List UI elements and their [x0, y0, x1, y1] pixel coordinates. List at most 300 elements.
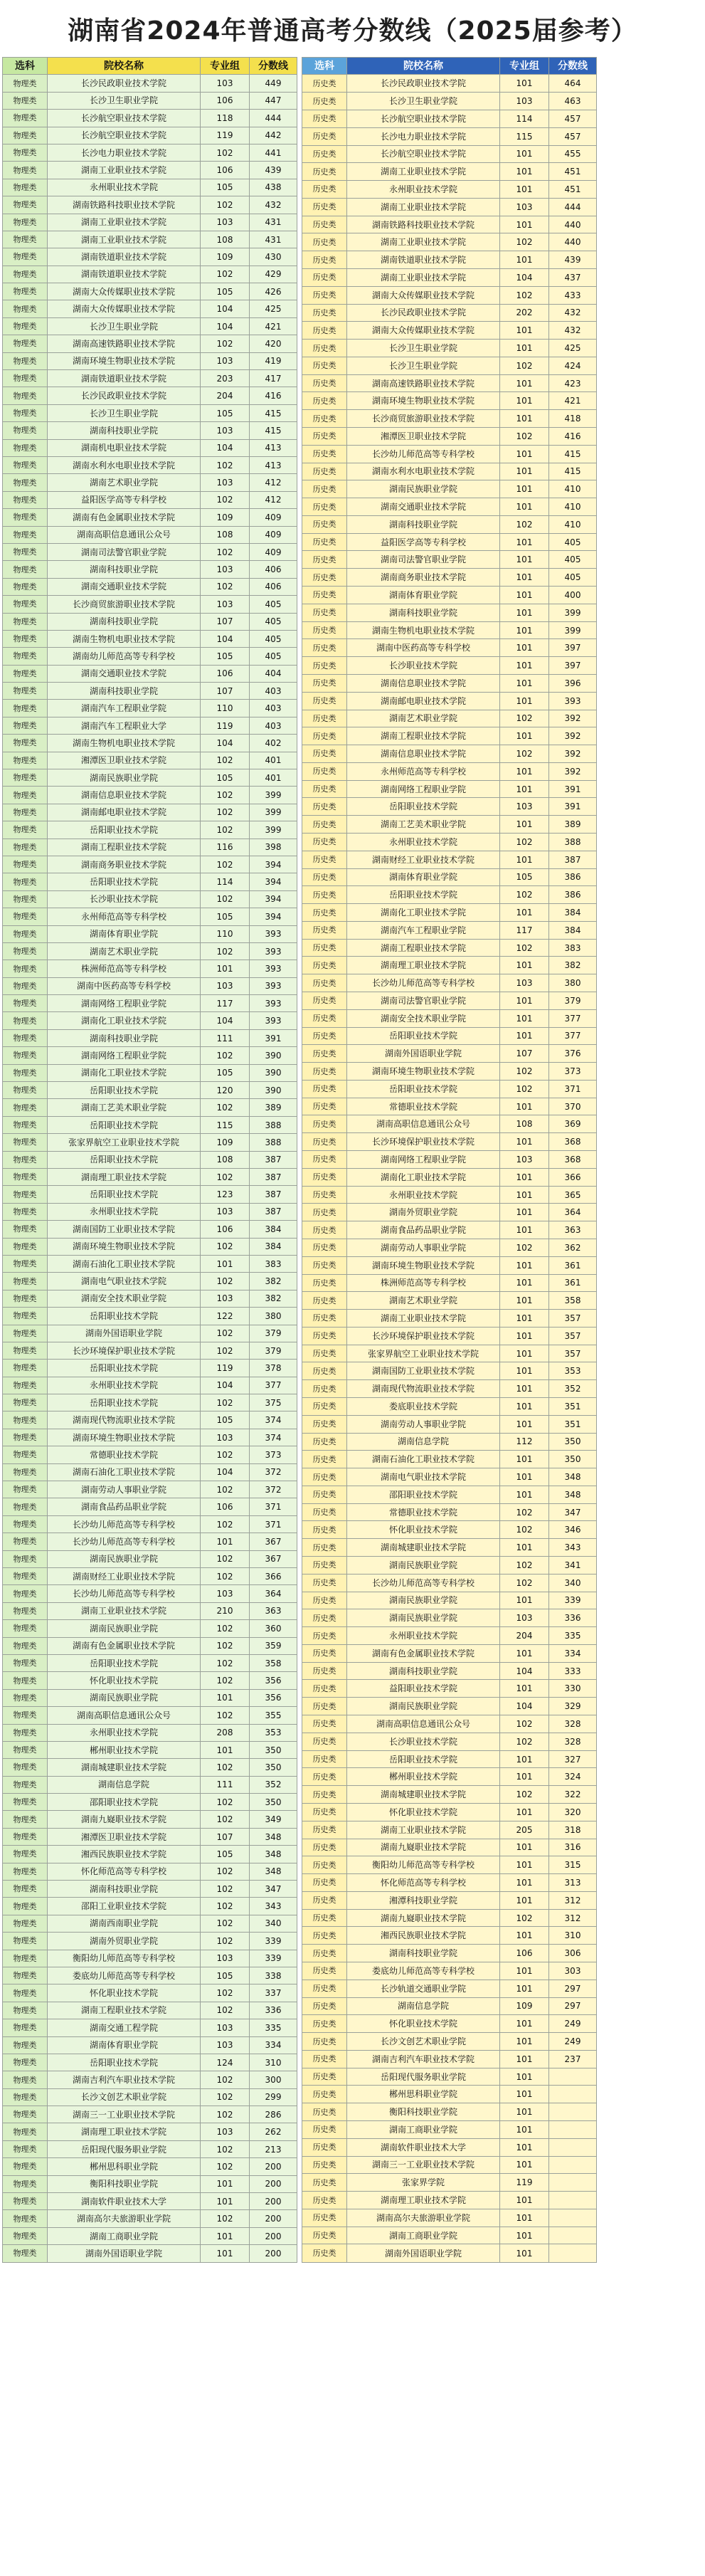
- score-cell: 384: [250, 1238, 297, 1255]
- table-row: [3, 700, 297, 717]
- subject-cell: 物理类: [3, 1881, 48, 1898]
- school-cell: 湖南艺术职业学院: [48, 942, 201, 960]
- subject-cell: 物理类: [3, 1863, 48, 1880]
- subject-cell: 历史类: [302, 1433, 347, 1451]
- group-cell: 104: [201, 1463, 250, 1481]
- table-row: [3, 1620, 297, 1637]
- school-cell: 怀化职业技术学院: [347, 2015, 500, 2033]
- subject-cell: 物理类: [3, 335, 48, 352]
- school-cell: 湖南工程职业技术学院: [48, 838, 201, 856]
- subject-cell: 物理类: [3, 2245, 48, 2262]
- tables-container: [0, 57, 705, 2263]
- table-row: [3, 1828, 297, 1845]
- group-cell: 105: [201, 769, 250, 787]
- score-cell: 361: [549, 1256, 597, 1274]
- group-cell: 101: [500, 1221, 549, 1239]
- subject-cell: 历史类: [302, 1397, 347, 1415]
- score-cell: 405: [549, 569, 597, 587]
- table-row: [302, 710, 597, 727]
- school-cell: 湖南商务职业技术学院: [48, 856, 201, 873]
- score-cell: 343: [250, 1898, 297, 1915]
- score-cell: 348: [250, 1863, 297, 1880]
- subject-cell: 物理类: [3, 266, 48, 283]
- table-row: [302, 1891, 597, 1909]
- group-cell: 105: [201, 283, 250, 300]
- school-cell: 岳阳现代服务职业学院: [48, 2140, 201, 2157]
- group-cell: 101: [201, 960, 250, 977]
- school-cell: 常德职业技术学院: [347, 1098, 500, 1115]
- subject-cell: 历史类: [302, 2068, 347, 2086]
- school-cell: 长沙卫生职业学院: [48, 404, 201, 421]
- group-cell: 204: [500, 1627, 549, 1645]
- subject-cell: 物理类: [3, 1984, 48, 2002]
- subject-cell: 物理类: [3, 838, 48, 856]
- school-cell: 永州职业技术学院: [347, 833, 500, 851]
- group-cell: 102: [500, 1503, 549, 1521]
- group-cell: 103: [201, 1950, 250, 1967]
- group-cell: 101: [500, 587, 549, 604]
- score-cell: 390: [250, 1064, 297, 1081]
- table-row: [3, 1290, 297, 1307]
- school-cell: 湖南交通职业技术学院: [48, 665, 201, 682]
- table-row: [3, 2227, 297, 2244]
- school-cell: 湖南科技职业学院: [48, 422, 201, 439]
- school-cell: 湖南生物机电职业技术学院: [347, 621, 500, 639]
- group-cell: 108: [201, 1151, 250, 1168]
- table-row: [302, 1821, 597, 1839]
- group-cell: 103: [201, 561, 250, 578]
- subject-cell: 历史类: [302, 2192, 347, 2209]
- table-row: [302, 357, 597, 374]
- subject-cell: 历史类: [302, 939, 347, 957]
- score-cell: 432: [549, 322, 597, 340]
- score-cell: 415: [549, 463, 597, 480]
- group-cell: 101: [500, 2103, 549, 2121]
- school-cell: 长沙卫生职业学院: [347, 357, 500, 374]
- subject-cell: 历史类: [302, 1874, 347, 1892]
- table-row: [3, 179, 297, 196]
- school-cell: 长沙航空职业技术学院: [48, 110, 201, 127]
- group-cell: 102: [201, 491, 250, 508]
- table-row: [302, 2015, 597, 2033]
- score-cell: 327: [549, 1750, 597, 1768]
- score-cell: 402: [250, 735, 297, 752]
- school-cell: 长沙卫生职业学院: [48, 92, 201, 109]
- score-cell: 392: [549, 710, 597, 727]
- subject-cell: 历史类: [302, 1503, 347, 1521]
- school-cell: 湖南石油化工职业技术学院: [347, 1451, 500, 1468]
- school-cell: 湖南软件职业技术大学: [48, 2193, 201, 2210]
- subject-cell: 历史类: [302, 463, 347, 480]
- group-cell: 105: [201, 648, 250, 665]
- school-cell: 岳阳职业技术学院: [48, 1082, 201, 1099]
- table-row: [302, 1133, 597, 1151]
- group-cell: 101: [500, 1468, 549, 1486]
- school-cell: 长沙卫生职业学院: [48, 317, 201, 335]
- school-cell: 湖南科技职业学院: [48, 1029, 201, 1046]
- school-cell: 湖南汽车工程职业学院: [48, 700, 201, 717]
- subject-cell: 历史类: [302, 304, 347, 322]
- score-cell: 404: [250, 665, 297, 682]
- subject-cell: 物理类: [3, 422, 48, 439]
- school-cell: 永州职业技术学院: [48, 1203, 201, 1220]
- subject-cell: 物理类: [3, 352, 48, 369]
- score-cell: 451: [549, 163, 597, 181]
- school-cell: 湖南城建职业技术学院: [48, 1759, 201, 1776]
- header-school: 院校名称: [48, 58, 201, 75]
- group-cell: 101: [500, 1027, 549, 1045]
- school-cell: 湖南工业职业技术学院: [347, 1821, 500, 1839]
- table-row: [3, 2054, 297, 2071]
- table-row: [302, 515, 597, 533]
- school-cell: 湖南财经工业职业技术学院: [48, 1567, 201, 1584]
- table-row: [3, 1394, 297, 1411]
- score-cell: 377: [549, 1009, 597, 1027]
- group-cell: 114: [500, 110, 549, 127]
- group-cell: 102: [201, 1273, 250, 1290]
- table-row: [3, 1689, 297, 1706]
- table-row: [302, 2033, 597, 2051]
- score-cell: 363: [250, 1602, 297, 1619]
- school-cell: 永州职业技术学院: [347, 181, 500, 199]
- subject-cell: 历史类: [302, 1927, 347, 1945]
- subject-cell: 物理类: [3, 1967, 48, 1984]
- header-score: 分数线: [250, 58, 297, 75]
- school-cell: 张家界航空工业职业技术学院: [347, 1345, 500, 1362]
- subject-cell: 历史类: [302, 1821, 347, 1839]
- subject-cell: 物理类: [3, 1950, 48, 1967]
- table-row: [3, 960, 297, 977]
- subject-cell: 物理类: [3, 2175, 48, 2192]
- group-cell: 101: [500, 340, 549, 357]
- table-row: [3, 596, 297, 613]
- score-cell: 410: [549, 515, 597, 533]
- score-cell: 405: [250, 613, 297, 630]
- subject-cell: 历史类: [302, 2033, 347, 2051]
- group-cell: 102: [201, 1099, 250, 1116]
- table-row: [3, 561, 297, 578]
- table-row: [3, 370, 297, 387]
- subject-cell: 历史类: [302, 745, 347, 763]
- table-row: [302, 1574, 597, 1592]
- subject-cell: 物理类: [3, 1915, 48, 1932]
- score-cell: 379: [549, 992, 597, 1010]
- group-cell: 101: [500, 410, 549, 428]
- group-cell: 103: [500, 1151, 549, 1169]
- score-cell: 415: [250, 422, 297, 439]
- table-row: [3, 1933, 297, 1950]
- score-cell: 405: [250, 648, 297, 665]
- group-cell: 101: [201, 1533, 250, 1550]
- table-row: [3, 787, 297, 804]
- subject-cell: 历史类: [302, 480, 347, 498]
- group-cell: 101: [500, 145, 549, 163]
- subject-cell: 物理类: [3, 1933, 48, 1950]
- group-cell: 104: [500, 268, 549, 286]
- table-row: [302, 2156, 597, 2174]
- group-cell: 102: [500, 1063, 549, 1081]
- table-row: [3, 1776, 297, 1793]
- group-cell: 104: [500, 1698, 549, 1715]
- subject-cell: 物理类: [3, 2019, 48, 2036]
- table-row: [302, 145, 597, 163]
- score-cell: 420: [250, 335, 297, 352]
- subject-cell: 物理类: [3, 1515, 48, 1533]
- score-cell: 425: [250, 300, 297, 317]
- group-cell: 102: [201, 2088, 250, 2106]
- school-cell: 邵阳职业技术学院: [48, 1794, 201, 1811]
- score-cell: 393: [250, 942, 297, 960]
- school-cell: 永州职业技术学院: [48, 1377, 201, 1394]
- score-cell: 415: [549, 445, 597, 463]
- group-cell: 102: [201, 196, 250, 214]
- school-cell: 株洲师范高等专科学校: [347, 1274, 500, 1292]
- table-row: [3, 1151, 297, 1168]
- group-cell: 103: [201, 1290, 250, 1307]
- school-cell: 岳阳职业技术学院: [48, 873, 201, 890]
- group-cell: 102: [500, 1080, 549, 1098]
- score-cell: 437: [549, 268, 597, 286]
- group-cell: 101: [500, 674, 549, 692]
- group-cell: 102: [201, 1515, 250, 1533]
- group-cell: 102: [500, 1521, 549, 1539]
- school-cell: 湖南中医药高等专科学校: [48, 977, 201, 994]
- school-cell: 益阳医学高等专科学校: [48, 491, 201, 508]
- school-cell: 湖南工商职业学院: [347, 2121, 500, 2139]
- group-cell: 102: [201, 821, 250, 838]
- group-cell: 104: [201, 1012, 250, 1029]
- school-cell: 长沙航空职业技术学院: [48, 127, 201, 144]
- group-cell: 103: [500, 93, 549, 110]
- school-cell: 湖南高尔夫旅游职业学院: [347, 2209, 500, 2227]
- history-table: [302, 57, 597, 2263]
- subject-cell: 历史类: [302, 1803, 347, 1821]
- subject-cell: 历史类: [302, 974, 347, 992]
- table-row: [3, 2193, 297, 2210]
- score-cell: 386: [549, 868, 597, 886]
- subject-cell: 历史类: [302, 1204, 347, 1221]
- table-row: [3, 1099, 297, 1116]
- subject-cell: 物理类: [3, 1238, 48, 1255]
- subject-cell: 物理类: [3, 1012, 48, 1029]
- group-cell: 102: [201, 2158, 250, 2175]
- school-cell: 怀化师范高等专科学校: [48, 1863, 201, 1880]
- score-cell: 336: [250, 2002, 297, 2019]
- score-cell: 371: [250, 1515, 297, 1533]
- group-cell: 119: [201, 717, 250, 734]
- group-cell: 101: [500, 1310, 549, 1328]
- score-cell: 440: [549, 216, 597, 233]
- table-row: [3, 2002, 297, 2019]
- subject-cell: 历史类: [302, 1786, 347, 1804]
- school-cell: 湖南民族职业学院: [48, 1689, 201, 1706]
- school-cell: 湖南民族职业学院: [48, 1620, 201, 1637]
- table-row: [302, 692, 597, 710]
- subject-cell: 物理类: [3, 1707, 48, 1724]
- score-cell: 361: [549, 1274, 597, 1292]
- school-cell: 益阳医学高等专科学校: [347, 533, 500, 551]
- table-row: [302, 604, 597, 621]
- table-row: [302, 1680, 597, 1698]
- table-row: [302, 93, 597, 110]
- subject-cell: 历史类: [302, 322, 347, 340]
- school-cell: 湖南工业职业技术学院: [48, 214, 201, 231]
- subject-cell: 物理类: [3, 1047, 48, 1064]
- school-cell: 湖南环境生物职业技术学院: [347, 392, 500, 410]
- table-row: [3, 1950, 297, 1967]
- score-cell: 400: [549, 587, 597, 604]
- table-row: [302, 340, 597, 357]
- group-cell: 102: [201, 1637, 250, 1654]
- score-cell: 341: [549, 1557, 597, 1574]
- subject-cell: 物理类: [3, 1273, 48, 1290]
- school-cell: 湖南汽车工程职业学院: [347, 921, 500, 939]
- school-cell: 郴州思科职业学院: [347, 2086, 500, 2103]
- school-cell: 湖南中医药高等专科学校: [347, 639, 500, 657]
- header-subject: 选科: [3, 58, 48, 75]
- group-cell: 102: [201, 1759, 250, 1776]
- table-row: [302, 1451, 597, 1468]
- subject-cell: 物理类: [3, 1550, 48, 1567]
- score-cell: 409: [250, 509, 297, 526]
- subject-cell: 物理类: [3, 1377, 48, 1394]
- score-cell: 397: [549, 639, 597, 657]
- group-cell: 101: [500, 1362, 549, 1380]
- school-cell: 长沙职业技术学院: [347, 1733, 500, 1750]
- table-row: [3, 526, 297, 543]
- subject-cell: 物理类: [3, 1654, 48, 1671]
- group-cell: 102: [201, 1915, 250, 1932]
- group-cell: 202: [500, 304, 549, 322]
- school-cell: 岳阳职业技术学院: [347, 886, 500, 904]
- subject-cell: 历史类: [302, 2050, 347, 2068]
- score-cell: 392: [549, 745, 597, 763]
- table-row: [302, 392, 597, 410]
- school-cell: 永州职业技术学院: [48, 179, 201, 196]
- score-cell: 338: [250, 1967, 297, 1984]
- group-cell: 103: [201, 977, 250, 994]
- subject-cell: 历史类: [302, 904, 347, 922]
- school-cell: 湖南外国语职业学院: [48, 1325, 201, 1342]
- table-row: [3, 2036, 297, 2054]
- group-cell: 102: [500, 886, 549, 904]
- school-cell: 湖南民族职业学院: [347, 1592, 500, 1609]
- score-cell: 432: [549, 304, 597, 322]
- school-cell: 张家界航空工业职业技术学院: [48, 1134, 201, 1151]
- score-cell: 399: [549, 621, 597, 639]
- group-cell: 203: [201, 370, 250, 387]
- group-cell: 102: [201, 1342, 250, 1359]
- score-cell: 449: [250, 75, 297, 92]
- school-cell: 湖南工业职业技术学院: [48, 231, 201, 248]
- subject-cell: 历史类: [302, 127, 347, 145]
- school-cell: 湖南大众传媒职业技术学院: [347, 286, 500, 304]
- subject-cell: 历史类: [302, 1539, 347, 1557]
- school-cell: 湖南工程职业技术学院: [347, 727, 500, 745]
- school-cell: 湖南科技职业学院: [347, 515, 500, 533]
- table-row: [3, 1221, 297, 1238]
- group-cell: 108: [201, 526, 250, 543]
- group-cell: 105: [201, 908, 250, 925]
- group-cell: 103: [201, 75, 250, 92]
- score-cell: 350: [250, 1794, 297, 1811]
- score-cell: 382: [549, 957, 597, 974]
- score-cell: 403: [250, 717, 297, 734]
- score-cell: 328: [549, 1733, 597, 1750]
- school-cell: 湖南邮电职业技术学院: [347, 692, 500, 710]
- group-cell: 108: [500, 1115, 549, 1133]
- group-cell: 102: [201, 1238, 250, 1255]
- score-cell: 374: [250, 1429, 297, 1446]
- table-row: [3, 1186, 297, 1203]
- subject-cell: 历史类: [302, 533, 347, 551]
- subject-cell: 历史类: [302, 2209, 347, 2227]
- school-cell: 岳阳现代服务职业学院: [347, 2068, 500, 2086]
- subject-cell: 历史类: [302, 145, 347, 163]
- subject-cell: 历史类: [302, 2156, 347, 2174]
- school-cell: 湖南体育职业学院: [48, 925, 201, 942]
- school-cell: 湘潭医卫职业技术学院: [48, 752, 201, 769]
- group-cell: 105: [201, 1411, 250, 1429]
- table-row: [3, 491, 297, 508]
- score-cell: 350: [250, 1741, 297, 1758]
- subject-cell: 物理类: [3, 1290, 48, 1307]
- score-cell: 367: [250, 1533, 297, 1550]
- header-group: 专业组: [500, 58, 549, 75]
- school-cell: 永州职业技术学院: [347, 1186, 500, 1204]
- school-cell: 永州职业技术学院: [48, 1724, 201, 1741]
- score-cell: 357: [549, 1310, 597, 1328]
- score-cell: 375: [250, 1394, 297, 1411]
- school-cell: 常德职业技术学院: [48, 1446, 201, 1463]
- score-cell: 364: [549, 1204, 597, 1221]
- school-cell: 湖南体育职业学院: [48, 2036, 201, 2054]
- subject-cell: 物理类: [3, 2158, 48, 2175]
- subject-cell: 历史类: [302, 957, 347, 974]
- subject-cell: 物理类: [3, 960, 48, 977]
- subject-cell: 历史类: [302, 587, 347, 604]
- table-row: [302, 2103, 597, 2121]
- score-cell: 200: [250, 2227, 297, 2244]
- group-cell: 105: [201, 1967, 250, 1984]
- table-row: [302, 1098, 597, 1115]
- subject-cell: 物理类: [3, 1585, 48, 1602]
- group-cell: 103: [500, 974, 549, 992]
- group-cell: 101: [500, 2068, 549, 2086]
- group-cell: 102: [201, 1863, 250, 1880]
- score-cell: 352: [250, 1776, 297, 1793]
- subject-cell: 物理类: [3, 1411, 48, 1429]
- subject-cell: 物理类: [3, 769, 48, 787]
- school-cell: 湖南九嶷职业技术学院: [347, 1839, 500, 1856]
- subject-cell: 物理类: [3, 1724, 48, 1741]
- school-cell: 湖南外贸职业学院: [48, 1933, 201, 1950]
- group-cell: 105: [201, 1064, 250, 1081]
- subject-cell: 历史类: [302, 1362, 347, 1380]
- score-cell: 430: [250, 248, 297, 266]
- group-cell: 101: [500, 374, 549, 392]
- school-cell: 湖南民族职业学院: [347, 1609, 500, 1627]
- school-cell: 湖南艺术职业学院: [347, 710, 500, 727]
- subject-cell: 历史类: [302, 1486, 347, 1503]
- table-row: [302, 816, 597, 834]
- subject-cell: 历史类: [302, 1945, 347, 1962]
- score-cell: 356: [250, 1689, 297, 1706]
- score-cell: 347: [250, 1881, 297, 1898]
- school-cell: 湖南民族职业学院: [347, 1698, 500, 1715]
- history-header-row: [302, 58, 597, 75]
- group-cell: 101: [500, 2244, 549, 2262]
